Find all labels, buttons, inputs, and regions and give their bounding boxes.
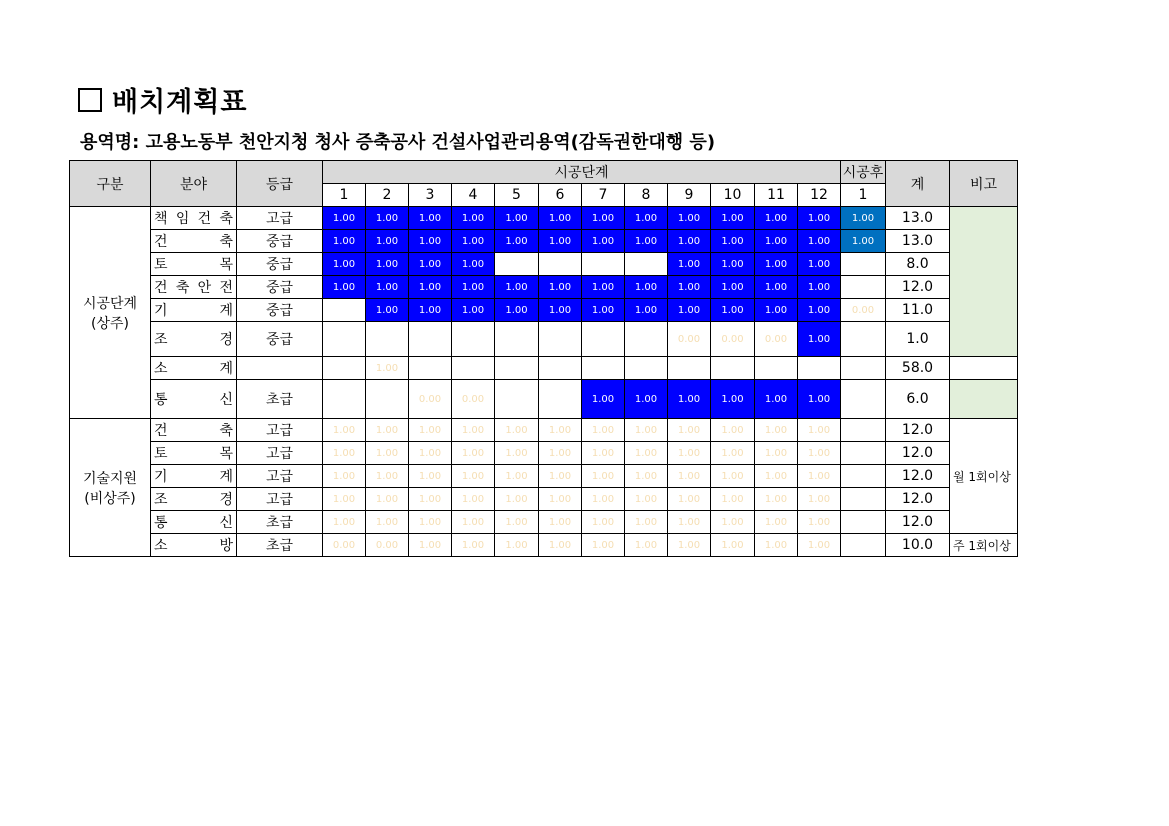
month-cell: 1.00 [323,511,366,534]
month-cell: 1.00 [711,465,755,488]
row-total: 12.0 [886,511,950,534]
remark-cell [950,207,1018,357]
table-row [70,488,1018,511]
month-cell: 1.00 [409,442,452,465]
month-cell: 1.00 [366,230,409,253]
month-cell: 1.00 [409,253,452,276]
month-cell: 1.00 [366,299,409,322]
month-cell: 0.00 [323,534,366,557]
month-cell: 1.00 [495,276,539,299]
month-cell: 1.00 [798,534,841,557]
month-cell: 1.00 [582,465,625,488]
month-cell [582,357,625,380]
month-cell: 1.00 [366,465,409,488]
row-total: 13.0 [886,207,950,230]
month-cell: 1.00 [625,299,668,322]
header-month: 9 [668,184,711,207]
month-cell: 1.00 [668,419,711,442]
month-cell: 1.00 [452,465,495,488]
month-cell [409,322,452,357]
row-total: 11.0 [886,299,950,322]
month-cell: 1.00 [582,511,625,534]
month-cell: 1.00 [366,419,409,442]
month-cell: 1.00 [495,511,539,534]
month-cell: 1.00 [366,511,409,534]
grade: 고급 [237,207,323,230]
month-cell: 1.00 [711,419,755,442]
post-cell [841,442,886,465]
header-month: 1 [323,184,366,207]
post-cell [841,511,886,534]
remark-cell [950,357,1018,380]
table-row [70,419,1018,442]
month-cell: 1.00 [625,465,668,488]
grade: 고급 [237,465,323,488]
month-cell: 1.00 [452,442,495,465]
header-month: 3 [409,184,452,207]
month-cell: 1.00 [711,488,755,511]
month-cell: 1.00 [798,511,841,534]
month-cell: 1.00 [668,299,711,322]
month-cell [539,322,582,357]
month-cell: 1.00 [409,465,452,488]
header-grade: 등급 [237,161,323,207]
month-cell: 0.00 [711,322,755,357]
post-cell [841,276,886,299]
month-cell: 1.00 [668,207,711,230]
month-cell: 1.00 [323,276,366,299]
header-post-month: 1 [841,184,886,207]
grade: 초급 [237,380,323,419]
month-cell [539,357,582,380]
month-cell: 1.00 [711,380,755,419]
month-cell: 1.00 [625,488,668,511]
month-cell: 1.00 [495,207,539,230]
row-total: 12.0 [886,419,950,442]
month-cell: 1.00 [668,230,711,253]
table-row [70,442,1018,465]
month-cell: 1.00 [452,299,495,322]
month-cell [539,380,582,419]
month-cell: 1.00 [668,511,711,534]
month-cell [495,253,539,276]
month-cell: 1.00 [755,488,798,511]
month-cell: 1.00 [582,419,625,442]
header-total: 계 [886,161,950,207]
month-cell: 1.00 [539,207,582,230]
month-cell: 1.00 [539,419,582,442]
month-cell: 1.00 [366,253,409,276]
remark-weekly: 주 1회이상 [950,534,1018,557]
field-name: 건 축 [151,419,237,442]
group-tech-line2: (비상주) [84,490,136,507]
row-total: 10.0 [886,534,950,557]
header-month: 11 [755,184,798,207]
row-total: 12.0 [886,276,950,299]
field-name: 건 축 안 전 [151,276,237,299]
header-after-construction: 시공후 [841,161,886,184]
month-cell: 1.00 [798,230,841,253]
post-cell [841,380,886,419]
month-cell: 1.00 [798,299,841,322]
month-cell: 1.00 [625,276,668,299]
month-cell: 1.00 [582,380,625,419]
month-cell: 1.00 [409,230,452,253]
month-cell [323,299,366,322]
month-cell [409,357,452,380]
month-cell: 1.00 [495,488,539,511]
month-cell: 1.00 [366,357,409,380]
header-row [70,161,1018,184]
month-cell [366,322,409,357]
field-name: 기 계 [151,465,237,488]
month-cell: 1.00 [452,230,495,253]
month-cell: 1.00 [409,299,452,322]
month-cell: 1.00 [625,419,668,442]
month-cell: 1.00 [323,207,366,230]
month-cell: 1.00 [409,534,452,557]
month-cell: 1.00 [539,488,582,511]
month-cell: 1.00 [625,230,668,253]
month-cell [323,322,366,357]
month-cell: 1.00 [495,299,539,322]
remark-cell [950,380,1018,419]
month-cell: 1.00 [366,276,409,299]
month-cell: 0.00 [668,322,711,357]
post-cell: 1.00 [841,230,886,253]
month-cell: 1.00 [711,534,755,557]
month-cell [495,322,539,357]
group-resident [70,207,151,419]
month-cell: 1.00 [539,299,582,322]
month-cell [625,357,668,380]
group-tech-line1: 기술지원 [82,470,138,487]
month-cell: 1.00 [452,511,495,534]
month-cell: 1.00 [755,465,798,488]
grade [237,357,323,380]
month-cell: 1.00 [755,207,798,230]
month-cell [582,253,625,276]
month-cell: 1.00 [755,230,798,253]
month-cell: 1.00 [798,322,841,357]
field-name: 조 경 [151,488,237,511]
row-total: 8.0 [886,253,950,276]
post-cell [841,253,886,276]
month-cell: 1.00 [323,230,366,253]
field-name: 소 계 [151,357,237,380]
header-month: 8 [625,184,668,207]
post-cell [841,322,886,357]
month-cell [495,380,539,419]
post-cell [841,488,886,511]
month-cell: 1.00 [495,230,539,253]
table-row [70,299,1018,322]
month-cell [452,357,495,380]
table-row [70,357,1018,380]
post-cell: 1.00 [841,207,886,230]
header-month: 5 [495,184,539,207]
month-cell: 1.00 [711,299,755,322]
month-cell: 1.00 [409,276,452,299]
month-cell: 1.00 [323,253,366,276]
row-total: 58.0 [886,357,950,380]
month-cell: 1.00 [539,465,582,488]
grade: 중급 [237,253,323,276]
month-cell [366,380,409,419]
month-cell: 1.00 [668,442,711,465]
month-cell: 1.00 [668,488,711,511]
field-name: 건 축 [151,230,237,253]
field-name: 통 신 [151,511,237,534]
month-cell: 1.00 [755,380,798,419]
month-cell [323,380,366,419]
month-cell: 1.00 [755,442,798,465]
page-title [78,80,247,119]
field-name: 기 계 [151,299,237,322]
header-month: 10 [711,184,755,207]
grade: 중급 [237,276,323,299]
month-cell: 1.00 [798,276,841,299]
post-cell [841,534,886,557]
month-cell: 1.00 [452,276,495,299]
month-cell: 1.00 [452,488,495,511]
post-cell [841,465,886,488]
month-cell [755,357,798,380]
month-cell: 1.00 [495,419,539,442]
post-cell: 0.00 [841,299,886,322]
month-cell: 1.00 [798,380,841,419]
month-cell: 1.00 [625,534,668,557]
table-row [70,380,1018,419]
month-cell [452,322,495,357]
project-name: 용역명: 고용노동부 천안지청 청사 증축공사 건설사업관리용역(감독권한대행 등) [80,132,716,153]
field-name: 책 임 건 축 [151,207,237,230]
month-cell: 1.00 [323,419,366,442]
month-cell: 1.00 [711,442,755,465]
month-cell: 1.00 [452,253,495,276]
row-total: 12.0 [886,488,950,511]
month-cell: 1.00 [452,207,495,230]
month-cell: 1.00 [366,207,409,230]
month-cell: 1.00 [798,442,841,465]
month-cell: 1.00 [625,380,668,419]
table-row [70,465,1018,488]
month-cell [495,357,539,380]
month-cell: 1.00 [668,253,711,276]
month-cell: 0.00 [452,380,495,419]
month-cell: 1.00 [755,511,798,534]
month-cell: 1.00 [409,207,452,230]
month-cell: 1.00 [582,299,625,322]
month-cell: 1.00 [495,465,539,488]
month-cell: 1.00 [366,442,409,465]
month-cell: 0.00 [755,322,798,357]
month-cell: 1.00 [495,442,539,465]
page-title-text: 배치계획표 [112,87,248,118]
checkbox-square-icon [78,88,102,112]
post-cell [841,357,886,380]
month-cell [539,253,582,276]
month-cell: 1.00 [539,442,582,465]
month-cell: 1.00 [755,534,798,557]
month-cell: 1.00 [711,207,755,230]
month-cell: 1.00 [798,207,841,230]
month-cell: 1.00 [582,276,625,299]
grade: 초급 [237,511,323,534]
group-resident-line2: (상주) [91,315,129,332]
header-construction-phase: 시공단계 [323,161,841,184]
header-field: 분야 [151,161,237,207]
month-cell: 1.00 [755,419,798,442]
month-cell: 0.00 [409,380,452,419]
month-cell: 1.00 [668,534,711,557]
header-month: 2 [366,184,409,207]
month-cell: 1.00 [668,465,711,488]
month-cell: 1.00 [539,534,582,557]
month-cell: 1.00 [798,465,841,488]
month-cell: 1.00 [452,534,495,557]
row-total: 1.0 [886,322,950,357]
header-month: 7 [582,184,625,207]
group-resident-line1: 시공단계 [82,295,138,312]
month-cell: 1.00 [323,488,366,511]
month-cell: 1.00 [668,380,711,419]
month-cell: 1.00 [539,511,582,534]
grade: 고급 [237,488,323,511]
month-cell: 1.00 [582,488,625,511]
month-cell [798,357,841,380]
month-cell: 1.00 [539,230,582,253]
row-total: 12.0 [886,442,950,465]
month-cell: 1.00 [582,207,625,230]
table-row [70,207,1018,230]
header-month: 6 [539,184,582,207]
month-cell: 1.00 [366,488,409,511]
grade: 초급 [237,534,323,557]
field-name: 토 목 [151,253,237,276]
month-cell: 1.00 [798,488,841,511]
month-cell [625,322,668,357]
table-row [70,322,1018,357]
remark-monthly: 월 1회이상 [950,419,1018,534]
month-cell: 1.00 [582,230,625,253]
month-cell: 1.00 [625,207,668,230]
month-cell [668,357,711,380]
grade: 중급 [237,299,323,322]
group-tech-support [70,419,151,557]
field-name: 소 방 [151,534,237,557]
month-cell: 1.00 [798,253,841,276]
month-cell: 1.00 [323,465,366,488]
table-row [70,230,1018,253]
month-cell [323,357,366,380]
month-cell: 1.00 [711,253,755,276]
grade: 중급 [237,322,323,357]
month-cell: 1.00 [625,442,668,465]
header-month: 12 [798,184,841,207]
month-cell: 1.00 [798,419,841,442]
grade: 고급 [237,419,323,442]
row-total: 12.0 [886,465,950,488]
month-cell: 1.00 [755,253,798,276]
table-row [70,253,1018,276]
month-cell: 1.00 [452,419,495,442]
grade: 고급 [237,442,323,465]
month-cell: 1.00 [495,534,539,557]
month-cell: 1.00 [582,534,625,557]
field-name: 조 경 [151,322,237,357]
month-cell [582,322,625,357]
month-cell: 1.00 [323,442,366,465]
month-cell: 0.00 [366,534,409,557]
header-remark: 비고 [950,161,1018,207]
row-total: 13.0 [886,230,950,253]
month-cell [711,357,755,380]
month-cell: 1.00 [711,230,755,253]
field-name: 토 목 [151,442,237,465]
month-cell: 1.00 [625,511,668,534]
table-row [70,511,1018,534]
month-cell: 1.00 [409,488,452,511]
post-cell [841,419,886,442]
field-name: 통 신 [151,380,237,419]
header-division: 구분 [70,161,151,207]
month-cell [625,253,668,276]
month-cell: 1.00 [582,442,625,465]
month-cell: 1.00 [711,276,755,299]
month-cell: 1.00 [539,276,582,299]
grade: 중급 [237,230,323,253]
row-total: 6.0 [886,380,950,419]
month-cell: 1.00 [409,419,452,442]
month-cell: 1.00 [409,511,452,534]
month-cell: 1.00 [755,299,798,322]
staffing-plan-table [69,160,1018,557]
table-row [70,276,1018,299]
month-cell: 1.00 [711,511,755,534]
month-cell: 1.00 [755,276,798,299]
table-row [70,534,1018,557]
header-month: 4 [452,184,495,207]
month-cell: 1.00 [668,276,711,299]
